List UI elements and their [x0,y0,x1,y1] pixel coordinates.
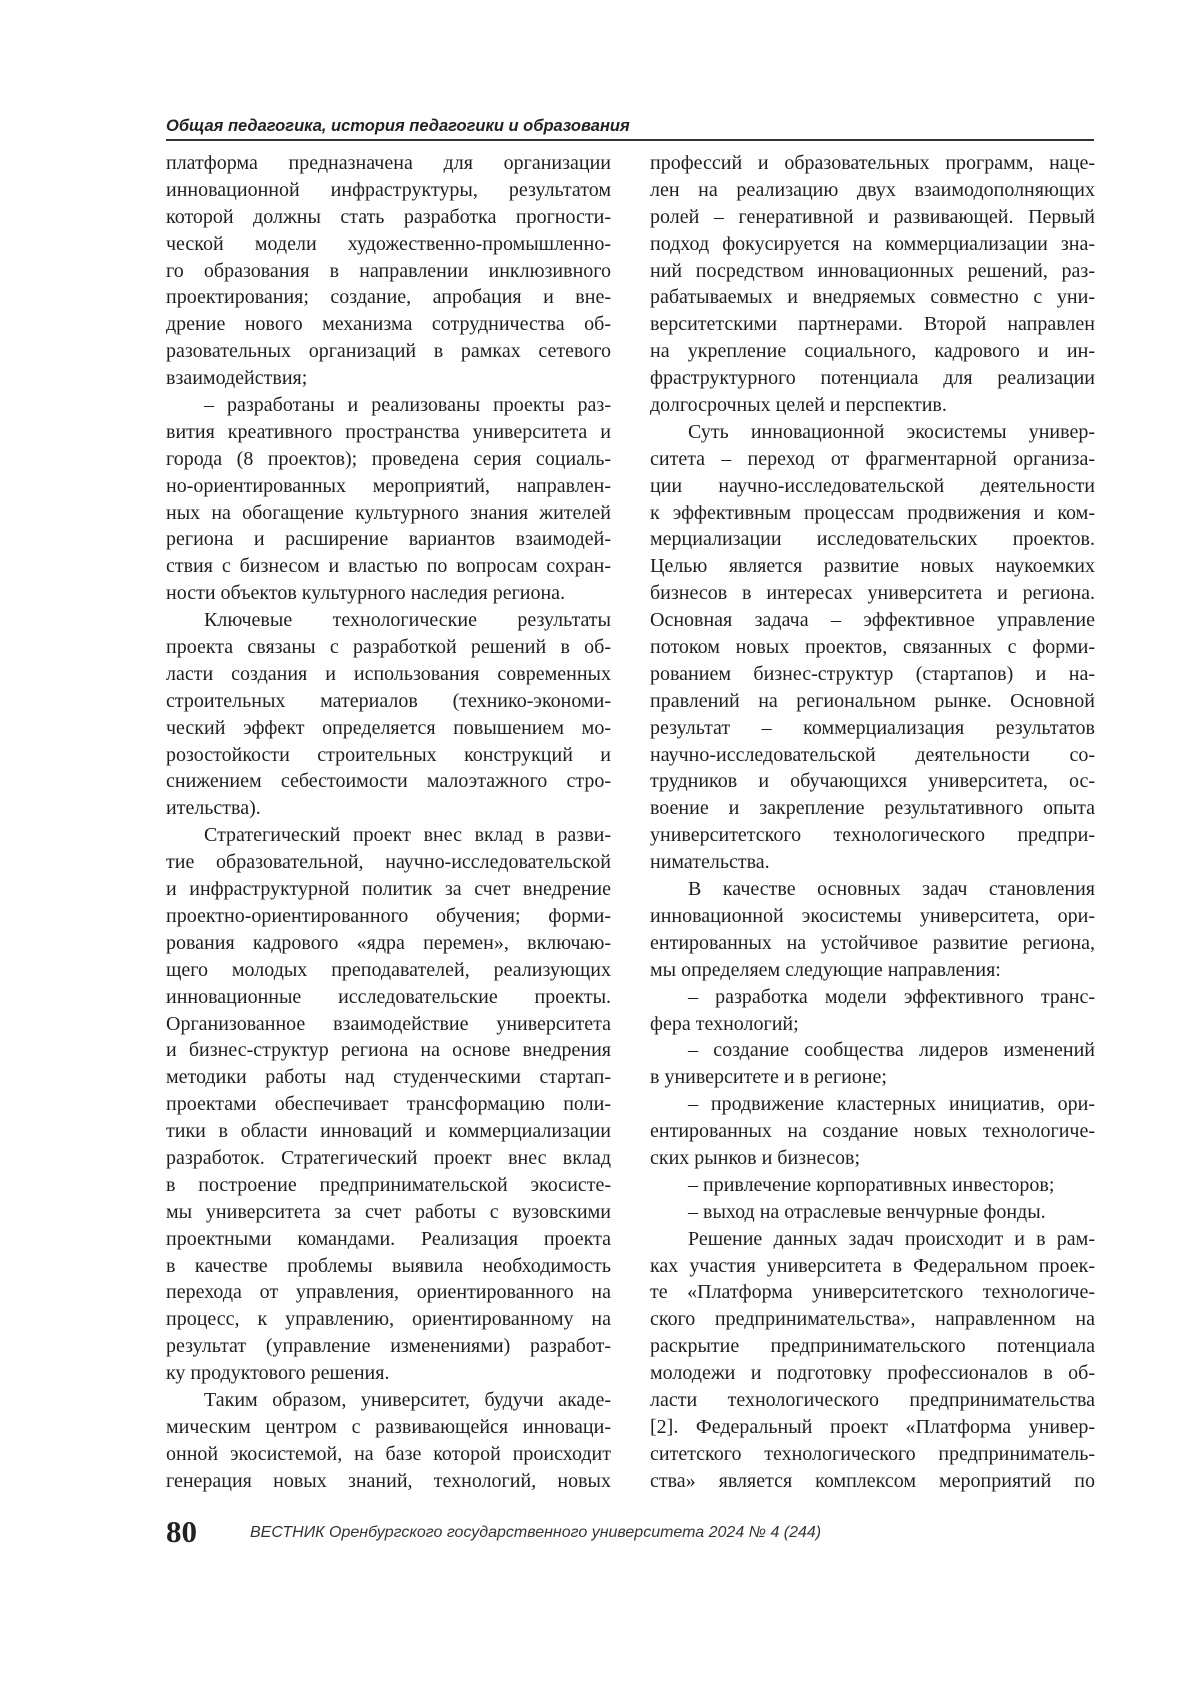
paragraph [650,1199,1095,1226]
text-line: тики в области инноваций и коммерциализации [166,1118,611,1145]
text-line: [2]. Федеральный проект «Платформа универ- [650,1414,1095,1441]
text-line: – выход на отраслевые венчурные фонды. [650,1199,1095,1226]
text-column-right [650,150,1095,1495]
text-line: – разработка модели эффективного транс- [650,984,1095,1011]
paragraph [650,1172,1095,1199]
text-line: бизнесов в интересах университета и региона. [650,580,1095,607]
text-line: процесс, к управлению, ориентированному на [166,1306,611,1333]
text-line: взаимодействия; [166,365,611,392]
header-divider [166,139,1094,141]
text-line: те «Платформа университетского технологиче- [650,1279,1095,1306]
text-line: ского предпринимательства», направленном на [650,1306,1095,1333]
text-line: дрение нового механизма сотрудничества об- [166,311,611,338]
text-line: инновационной экосистемы университета, ори- [650,903,1095,930]
text-line: верситетскими партнерами. Второй направлен [650,311,1095,338]
text-line: ных на обогащение культурного знания жителей [166,500,611,527]
text-line: мерциализации исследовательских проектов. [650,526,1095,553]
text-line: ности объектов культурного наследия региона. [166,580,611,607]
text-line: строительных материалов (технико-экономи- [166,688,611,715]
paragraph [166,1387,611,1495]
text-line: – разработаны и реализованы проекты раз- [166,392,611,419]
page-number: 80 [166,1514,197,1550]
text-line: ний посредством инновационных решений, раз- [650,258,1095,285]
text-line: ситета – переход от фрагментарной организа- [650,446,1095,473]
paragraph [650,419,1095,876]
text-line: тие образовательной, научно-исследовательской [166,849,611,876]
text-line: в построение предпринимательской экосисте- [166,1172,611,1199]
text-line: ках участия университета в Федеральном проек- [650,1253,1095,1280]
text-line: проектами обеспечивает трансформацию поли- [166,1091,611,1118]
text-line: и бизнес-структур региона на основе внедрения [166,1037,611,1064]
text-line: рабатываемых и внедряемых совместно с уни- [650,284,1095,311]
text-line: ласти создания и использования современных [166,661,611,688]
paragraph [166,392,611,607]
text-line: города (8 проектов); проведена серия социаль- [166,446,611,473]
text-line: Решение данных задач происходит и в рам- [650,1226,1095,1253]
text-line: проектными командами. Реализация проекта [166,1226,611,1253]
text-line: молодежи и подготовку профессионалов в об- [650,1360,1095,1387]
text-line: Организованное взаимодействие университета [166,1011,611,1038]
text-line: но-ориентированных мероприятий, направлен- [166,473,611,500]
text-line: региона и расширение вариантов взаимодей- [166,526,611,553]
text-line: разовательных организаций в рамках сетевого [166,338,611,365]
paragraph [650,150,1095,419]
text-line: на укрепление социального, кадрового и ин- [650,338,1095,365]
paragraph [166,607,611,822]
text-line: Основная задача – эффективное управление [650,607,1095,634]
text-line: Целью является развитие новых наукоемких [650,553,1095,580]
text-line: трудников и обучающихся университета, ос- [650,768,1095,795]
paragraph [650,984,1095,1038]
text-line: вития креативного пространства университета и [166,419,611,446]
text-line: Стратегический проект внес вклад в разви- [166,822,611,849]
text-line: лен на реализацию двух взаимодополняющих [650,177,1095,204]
text-line: правлений на региональном рынке. Основной [650,688,1095,715]
text-line: мы определяем следующие направления: [650,957,1095,984]
text-line: – продвижение кластерных инициатив, ори- [650,1091,1095,1118]
paragraph [650,876,1095,984]
text-line: в университете и в регионе; [650,1064,1095,1091]
text-line: – привлечение корпоративных инвесторов; [650,1172,1095,1199]
text-line: результат (управление изменениями) разработ- [166,1333,611,1360]
text-line: долгосрочных целей и перспектив. [650,392,1095,419]
text-line: подход фокусируется на коммерциализации зна- [650,231,1095,258]
text-line: проектирования; создание, апробация и вне- [166,284,611,311]
text-line: которой должны стать разработка прогности- [166,204,611,231]
text-line: ентированных на создание новых технологиче- [650,1118,1095,1145]
text-line: В качестве основных задач становления [650,876,1095,903]
text-line: разработок. Стратегический проект внес вклад [166,1145,611,1172]
text-line: фраструктурного потенциала для реализации [650,365,1095,392]
text-line: инновационной инфраструктуры, результатом [166,177,611,204]
text-line: и инфраструктурной политик за счет внедрение [166,876,611,903]
text-line: фера технологий; [650,1011,1095,1038]
text-line: ции научно-исследовательской деятельности [650,473,1095,500]
text-line: онной экосистемой, на базе которой происходит [166,1441,611,1468]
text-line: ческий эффект определяется повышением мо- [166,715,611,742]
text-line: Суть инновационной экосистемы универ- [650,419,1095,446]
paragraph [166,150,611,392]
text-line: мы университета за счет работы с вузовскими [166,1199,611,1226]
text-line: профессий и образовательных программ, наце- [650,150,1095,177]
text-line: инновационные исследовательские проекты. [166,984,611,1011]
text-line: розостойкости строительных конструкций и [166,742,611,769]
text-line: рования кадрового «ядра перемен», включаю- [166,930,611,957]
text-line: ролей – генеративной и развивающей. Первый [650,204,1095,231]
text-line: университетского технологического предпри- [650,822,1095,849]
text-line: ства» является комплексом мероприятий по [650,1468,1095,1495]
text-line: к эффективным процессам продвижения и ком- [650,500,1095,527]
text-line: результат – коммерциализация результатов [650,715,1095,742]
section-header: Общая педагогика, история педагогики и образования [166,117,1094,136]
text-line: ситетского технологического предприниматель- [650,1441,1095,1468]
text-line: платформа предназначена для организации [166,150,611,177]
text-line: раскрытие предпринимательского потенциала [650,1333,1095,1360]
journal-title: ВЕСТНИК Оренбургского государственного университета 2024 № 4 (244) [250,1524,821,1542]
text-line: научно-исследовательской деятельности со- [650,742,1095,769]
text-line: мическим центром с развивающейся инноваци- [166,1414,611,1441]
text-line: ительства). [166,795,611,822]
paragraph [650,1226,1095,1495]
text-line: ческой модели художественно-промышленно- [166,231,611,258]
text-line: снижением себестоимости малоэтажного стро- [166,768,611,795]
text-line: в качестве проблемы выявила необходимость [166,1253,611,1280]
text-line: нимательства. [650,849,1095,876]
text-line: – создание сообщества лидеров изменений [650,1037,1095,1064]
paragraph [650,1037,1095,1091]
text-line: ку продуктового решения. [166,1360,611,1387]
text-line: генерация новых знаний, технологий, новых [166,1468,611,1495]
text-line: проекта связаны с разработкой решений в об- [166,634,611,661]
text-line: щего молодых преподавателей, реализующих [166,957,611,984]
text-line: рованием бизнес-структур (стартапов) и на- [650,661,1095,688]
text-line: го образования в направлении инклюзивного [166,258,611,285]
text-line: методики работы над студенческими стартап- [166,1064,611,1091]
text-line: потоком новых проектов, связанных с форми- [650,634,1095,661]
text-line: ентированных на устойчивое развитие региона, [650,930,1095,957]
text-line: ских рынков и бизнесов; [650,1145,1095,1172]
text-line: воение и закрепление результативного опыта [650,795,1095,822]
text-line: Ключевые технологические результаты [166,607,611,634]
paragraph [166,822,611,1387]
text-line: проектно-ориентированного обучения; форми- [166,903,611,930]
text-line: перехода от управления, ориентированного на [166,1279,611,1306]
text-line: Таким образом, университет, будучи акаде- [166,1387,611,1414]
text-column-left [166,150,611,1495]
text-line: ласти технологического предпринимательства [650,1387,1095,1414]
text-line: ствия с бизнесом и властью по вопросам сохран- [166,553,611,580]
paragraph [650,1091,1095,1172]
